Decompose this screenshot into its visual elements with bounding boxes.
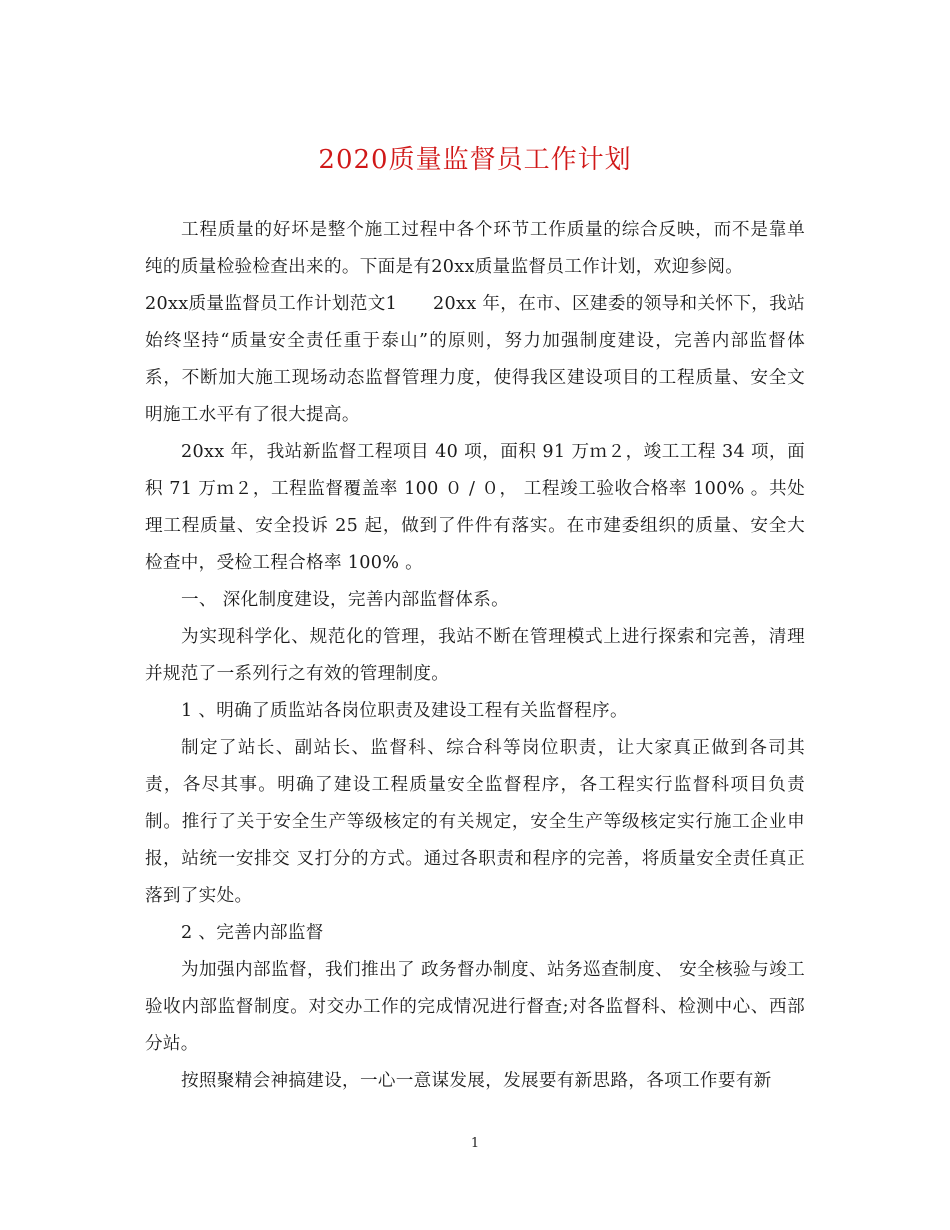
document-body bbox=[145, 212, 805, 1100]
subsection-heading-1: 1 、明确了质监站各岗位职责及建设工程有关监督程序。 bbox=[181, 701, 628, 721]
paragraph-statistics: 20xx 年，我站新监督工程项目 40 项，面积 91 万ｍ２，竣工工程 34 项，面积 71 万ｍ２，工程监督覆盖率 100 ０ / ０， 工程竣工验收合格率 100% 。共处理工程质量、安全投诉 25 起，做到了件件有落实。在市建委组织的质量、安全大检查中，受检工程合格率 100% 。 bbox=[145, 442, 805, 573]
paragraph-management: 为实现科学化、规范化的管理，我站不断在管理模式上进行探索和完善，清理并规范了一系列行之有效的管理制度。 bbox=[145, 627, 805, 684]
document-title: 2020质量监督员工作计划 bbox=[318, 145, 632, 175]
paragraph-intro: 工程质量的好坏是整个施工过程中各个环节工作质量的综合反映，而不是靠单纯的质量检验检查出来的。下面是有20xx质量监督员工作计划，欢迎参阅。 bbox=[145, 220, 805, 277]
section-heading-1: 一、 深化制度建设，完善内部监督体系。 bbox=[181, 590, 509, 610]
paragraph-sample-intro: 20xx质量监督员工作计划范文1 20xx 年，在市、区建委的领导和关怀下，我站始终坚持“质量安全责任重于泰山”的原则，努力加强制度建设，完善内部监督体系，不断加大施工现场动态监督管理力度，使得我区建设项目的工程质量、安全文明施工水平有了很大提高。 bbox=[145, 294, 805, 425]
page-number: 1 bbox=[470, 1136, 480, 1151]
paragraph-internal-supervision: 为加强内部监督，我们推出了 政务督办制度、站务巡查制度、 安全核验与竣工验收内部监督制度。对交办工作的完成情况进行督查;对各监督科、检测中心、西部分站。 bbox=[145, 960, 805, 1054]
paragraph-development: 按照聚精会神搞建设，一心一意谋发展，发展要有新思路，各项工作要有新 bbox=[181, 1071, 772, 1091]
subsection-heading-2: 2 、完善内部监督 bbox=[181, 923, 324, 943]
paragraph-responsibilities: 制定了站长、副站长、监督科、综合科等岗位职责，让大家真正做到各司其责，各尽其事。明确了建设工程质量安全监督程序，各工程实行监督科项目负责制。推行了关于安全生产等级核定的有关规定，安全生产等级核定实行施工企业申报，站统一安排交 叉打分的方式。通过各职责和程序的完善，将质量安全责任真正落到了实处。 bbox=[145, 738, 805, 906]
